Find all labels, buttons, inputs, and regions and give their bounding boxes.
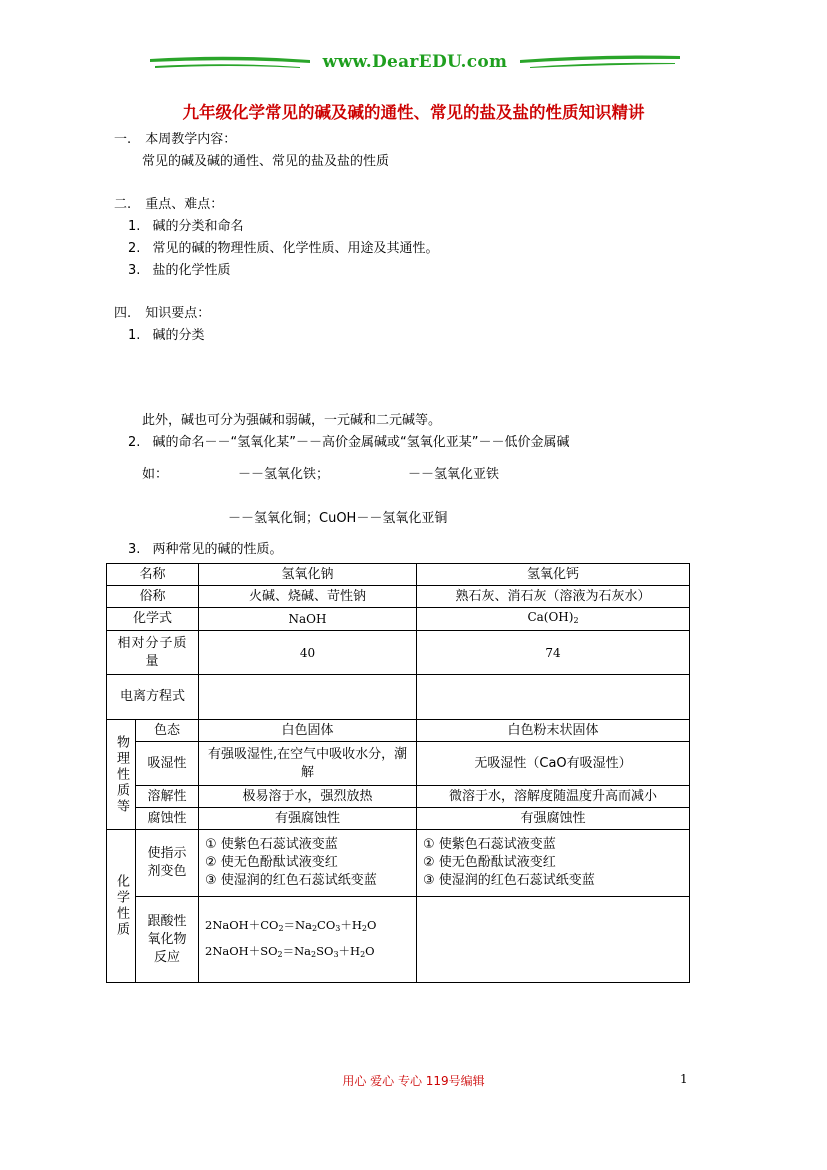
list-item-number: 2. [128, 241, 141, 256]
table-cell: 白色粉末状固体 [417, 720, 690, 742]
list-item [128, 262, 231, 280]
table-cell [199, 897, 417, 983]
chemical-group-text: 化学性质 [114, 874, 129, 938]
list-item-number: 3. [128, 542, 141, 557]
naming-example-b: －－氢氧化亚铁 [408, 467, 500, 482]
table-row [107, 897, 690, 983]
list-item-text: 盐的化学性质 [152, 263, 231, 278]
document-title: 九年级化学常见的碱及碱的通性、常见的盐及盐的性质知识精讲 [182, 103, 645, 122]
table-cell: 有强腐蚀性 [199, 808, 417, 830]
table-row [107, 586, 690, 608]
table-row [107, 830, 690, 897]
list-item-text: 碱的命名－－“氢氧化某”－－高价金属碱或“氢氧化亚某”－－低价金属碱 [152, 435, 570, 450]
row-label: 吸湿性 [136, 742, 199, 786]
row-label-text: 跟酸性氧化物反应 [147, 913, 187, 965]
table-row [107, 608, 690, 631]
list-item [128, 240, 439, 258]
footer-text: 用心 爱心 专心 119号编辑 [342, 1074, 485, 1088]
table-cell [199, 830, 417, 897]
list-item-number: 1. [128, 219, 141, 234]
table-cell: NaOH [199, 608, 417, 631]
knowledge-item-1 [128, 327, 205, 345]
table-cell: 极易溶于水，强烈放热 [199, 786, 417, 808]
list-item-number: 1. [128, 328, 141, 343]
list-item-number: 3. [128, 263, 141, 278]
list-item-number: 2. [128, 435, 141, 450]
page-number: 1 [680, 1072, 688, 1086]
row-label-text: 相对分子质量 [117, 635, 188, 669]
row-label: 俗称 [107, 586, 199, 608]
list-item-text: 两种常见的碱的性质。 [152, 542, 283, 557]
formula-text: Ca(OH) [527, 610, 574, 624]
table-cell [417, 830, 690, 897]
row-label [136, 830, 199, 897]
row-label: 腐蚀性 [136, 808, 199, 830]
physical-group-text: 物理性质等 [114, 734, 129, 815]
table-row [107, 631, 690, 675]
section-4-title: 知识要点： [145, 306, 211, 321]
knowledge-item-3 [128, 541, 283, 559]
row-label [107, 631, 199, 675]
table-cell [417, 675, 690, 720]
table-cell: 有强腐蚀性 [417, 808, 690, 830]
list-item [128, 218, 244, 236]
table-cell: 熟石灰、消石灰（溶液为石灰水） [417, 586, 690, 608]
indicator-line: ③ 使湿润的红色石蕊试纸变蓝 [205, 873, 377, 888]
table-cell-text: 有强吸湿性,在空气中吸收水分，潮解 [207, 746, 408, 780]
table-cell [199, 742, 417, 786]
naming-example-label: 如： [142, 467, 169, 482]
table-cell [199, 675, 417, 720]
indicator-line: ② 使无色酚酞试液变红 [423, 855, 556, 870]
section-4-number: 四. [114, 306, 132, 321]
indicator-line: ③ 使湿润的红色石蕊试纸变蓝 [423, 873, 595, 888]
table-cell [417, 608, 690, 631]
header-name-cell: 名称 [107, 564, 199, 586]
list-item-text: 碱的分类和命名 [152, 219, 244, 234]
row-label [136, 897, 199, 983]
chemical-group-label [107, 830, 136, 983]
table-cell: 40 [199, 631, 417, 675]
table-cell [417, 897, 690, 983]
row-label: 化学式 [107, 608, 199, 631]
table-cell: 白色固体 [199, 720, 417, 742]
section-2-heading [114, 196, 223, 214]
table-row [107, 720, 690, 742]
section-4-heading [114, 305, 210, 323]
base-properties-table [106, 563, 690, 983]
table-cell: 火碱、烧碱、苛性钠 [199, 586, 417, 608]
section-1-number: 一. [114, 132, 132, 147]
list-item-text: 常见的碱的物理性质、化学性质、用途及其通性。 [152, 241, 439, 256]
section-2-number: 二. [114, 197, 132, 212]
indicator-line: ② 使无色酚酞试液变红 [205, 855, 338, 870]
section-2-title: 重点、难点： [145, 197, 224, 212]
equation-so2: $2NaOH+SO_2=Na_2SO_3+H_2O$ [205, 943, 375, 959]
table-cell: 无吸湿性（CaO有吸湿性） [417, 742, 690, 786]
section-1-heading [114, 131, 236, 149]
row-label: 电离方程式 [107, 675, 199, 720]
table-row [107, 742, 690, 786]
row-label-text: 使指示剂变色 [147, 846, 187, 879]
formula-subscript: 2 [573, 616, 579, 625]
naming-example-a: －－氢氧化铁； [238, 467, 330, 482]
site-header [150, 50, 680, 76]
header-naoh-cell: 氢氧化钠 [199, 564, 417, 586]
table-cell: 74 [417, 631, 690, 675]
indicator-line: ① 使紫色石蕊试液变蓝 [205, 837, 338, 852]
knowledge-item-2 [128, 434, 570, 452]
header-caoh2-cell: 氢氧化钙 [417, 564, 690, 586]
row-label: 溶解性 [136, 786, 199, 808]
equation-co2: $2NaOH+CO_2=Na_2CO_3+H_2O$ [205, 917, 377, 933]
classification-note: 此外，碱也可分为强碱和弱碱，一元碱和二元碱等。 [142, 413, 442, 428]
row-label: 色态 [136, 720, 199, 742]
site-url[interactable]: www.DearEDU.com [322, 52, 508, 72]
list-item-text: 碱的分类 [152, 328, 205, 343]
table-row [107, 786, 690, 808]
table-row [107, 675, 690, 720]
section-1-content: 常见的碱及碱的通性、常见的盐及盐的性质 [142, 154, 390, 169]
table-row [107, 564, 690, 586]
indicator-line: ① 使紫色石蕊试液变蓝 [423, 837, 556, 852]
physical-group-label [107, 720, 136, 830]
naming-example-c: －－氢氧化铜；CuOH－－氢氧化亚铜 [228, 511, 448, 526]
table-row [107, 808, 690, 830]
table-cell: 微溶于水，溶解度随温度升高而减小 [417, 786, 690, 808]
section-1-title: 本周教学内容： [145, 132, 237, 147]
